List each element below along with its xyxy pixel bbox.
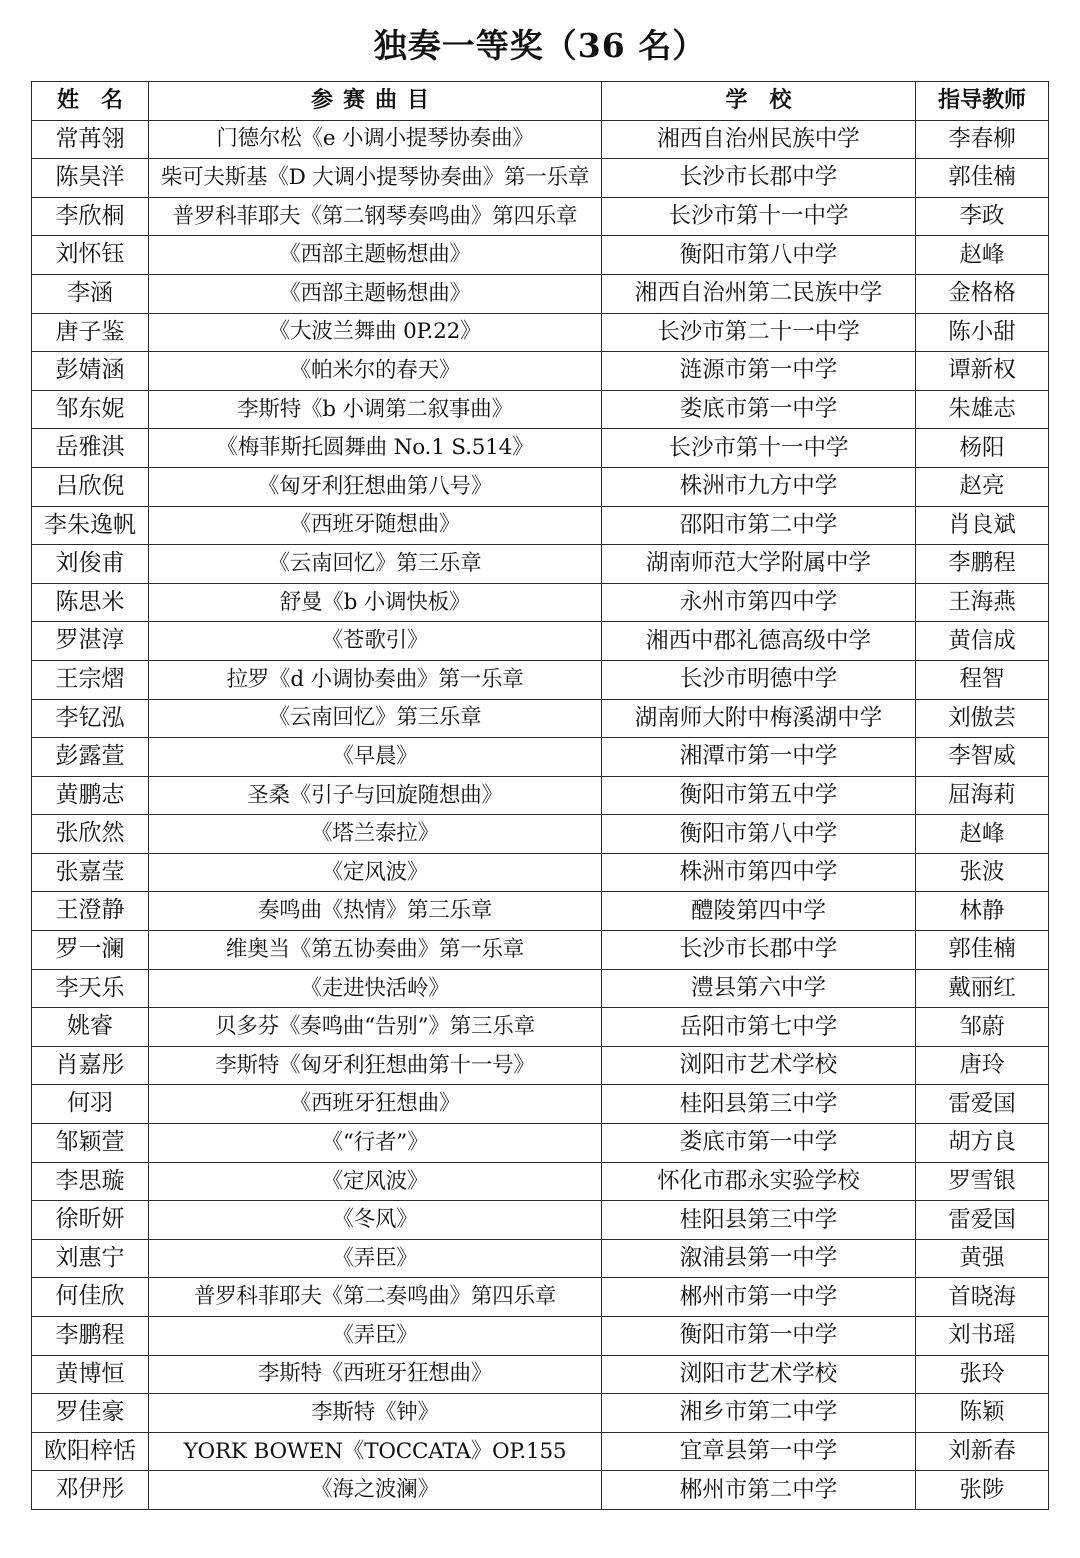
cell-teacher: 赵亮 (916, 467, 1049, 506)
cell-teacher: 陈小甜 (916, 313, 1049, 352)
cell-name: 李天乐 (32, 969, 149, 1008)
cell-name: 彭露萱 (32, 738, 149, 777)
cell-name: 刘俊甫 (32, 545, 149, 584)
cell-name: 罗一澜 (32, 931, 149, 970)
cell-teacher: 唐玲 (916, 1046, 1049, 1085)
cell-piece: 《大波兰舞曲 0P.22》 (149, 313, 602, 352)
cell-name: 李朱逸帆 (32, 506, 149, 545)
cell-piece: 门德尔松《e 小调小提琴协奏曲》 (149, 120, 602, 159)
cell-school: 湖南师大附中梅溪湖中学 (602, 699, 916, 738)
header-row (32, 82, 1049, 121)
cell-teacher: 林静 (916, 892, 1049, 931)
cell-school: 宜章县第一中学 (602, 1432, 916, 1471)
cell-school: 衡阳市第一中学 (602, 1317, 916, 1356)
cell-teacher: 陈颖 (916, 1394, 1049, 1433)
cell-school: 桂阳县第三中学 (602, 1201, 916, 1240)
cell-name: 罗湛淳 (32, 622, 149, 661)
table-row (32, 776, 1049, 815)
cell-school: 浏阳市艺术学校 (602, 1046, 916, 1085)
cell-piece: 普罗科菲耶夫《第二奏鸣曲》第四乐章 (149, 1278, 602, 1317)
cell-school: 娄底市第一中学 (602, 390, 916, 429)
cell-school: 涟源市第一中学 (602, 352, 916, 391)
table-row (32, 738, 1049, 777)
cell-school: 澧县第六中学 (602, 969, 916, 1008)
cell-piece: 舒曼《b 小调快板》 (149, 583, 602, 622)
cell-piece: 《梅菲斯托圆舞曲 No.1 S.514》 (149, 429, 602, 468)
cell-piece: 李斯特《b 小调第二叙事曲》 (149, 390, 602, 429)
table-row (32, 815, 1049, 854)
table-row (32, 1355, 1049, 1394)
header-name: 姓 名 (32, 82, 149, 121)
cell-school: 长沙市明德中学 (602, 660, 916, 699)
table-row (32, 236, 1049, 275)
page-title: 独奏一等奖（36 名） (373, 26, 707, 65)
cell-name: 李思璇 (32, 1162, 149, 1201)
cell-name: 张嘉莹 (32, 853, 149, 892)
table-row (32, 352, 1049, 391)
cell-piece: 圣桑《引子与回旋随想曲》 (149, 776, 602, 815)
cell-teacher: 李智威 (916, 738, 1049, 777)
cell-piece: 《西班牙随想曲》 (149, 506, 602, 545)
cell-teacher: 赵峰 (916, 815, 1049, 854)
table-row (32, 197, 1049, 236)
cell-name: 黄鹏志 (32, 776, 149, 815)
cell-name: 常苒翎 (32, 120, 149, 159)
cell-name: 刘怀钰 (32, 236, 149, 275)
table-row (32, 467, 1049, 506)
table-row (32, 1124, 1049, 1163)
cell-piece: 《云南回忆》第三乐章 (149, 699, 602, 738)
cell-piece: 维奥当《第五协奏曲》第一乐章 (149, 931, 602, 970)
cell-teacher: 李政 (916, 197, 1049, 236)
cell-teacher: 张波 (916, 853, 1049, 892)
table-row (32, 1317, 1049, 1356)
table-row (32, 1085, 1049, 1124)
cell-name: 彭婧涵 (32, 352, 149, 391)
cell-school: 娄底市第一中学 (602, 1124, 916, 1163)
table-row (32, 853, 1049, 892)
cell-school: 株洲市九方中学 (602, 467, 916, 506)
table-row (32, 699, 1049, 738)
table-row (32, 1394, 1049, 1433)
cell-school: 邵阳市第二中学 (602, 506, 916, 545)
cell-name: 罗佳豪 (32, 1394, 149, 1433)
cell-teacher: 谭新权 (916, 352, 1049, 391)
cell-school: 长沙市长郡中学 (602, 931, 916, 970)
cell-name: 王宗熠 (32, 660, 149, 699)
cell-name: 李钇泓 (32, 699, 149, 738)
cell-piece: 《早晨》 (149, 738, 602, 777)
table-row (32, 390, 1049, 429)
cell-school: 衡阳市第八中学 (602, 236, 916, 275)
table-row (32, 1432, 1049, 1471)
cell-name: 陈思米 (32, 583, 149, 622)
cell-name: 李涵 (32, 274, 149, 313)
cell-teacher: 王海燕 (916, 583, 1049, 622)
cell-name: 唐子鉴 (32, 313, 149, 352)
cell-piece: 《海之波澜》 (149, 1471, 602, 1510)
cell-name: 徐昕妍 (32, 1201, 149, 1240)
cell-name: 吕欣倪 (32, 467, 149, 506)
table-row (32, 583, 1049, 622)
cell-school: 怀化市郡永实验学校 (602, 1162, 916, 1201)
cell-teacher: 黄强 (916, 1239, 1049, 1278)
cell-teacher: 朱雄志 (916, 390, 1049, 429)
cell-teacher: 金格格 (916, 274, 1049, 313)
table-row (32, 429, 1049, 468)
cell-piece: 《帕米尔的春天》 (149, 352, 602, 391)
cell-teacher: 赵峰 (916, 236, 1049, 275)
cell-school: 长沙市长郡中学 (602, 159, 916, 198)
table-row (32, 1046, 1049, 1085)
cell-teacher: 戴丽红 (916, 969, 1049, 1008)
cell-piece: 普罗科菲耶夫《第二钢琴奏鸣曲》第四乐章 (149, 197, 602, 236)
cell-teacher: 首晓海 (916, 1278, 1049, 1317)
cell-teacher: 杨阳 (916, 429, 1049, 468)
cell-school: 醴陵第四中学 (602, 892, 916, 931)
cell-name: 欧阳梓恬 (32, 1432, 149, 1471)
table-row (32, 506, 1049, 545)
award-table (31, 81, 1049, 1510)
cell-piece: 李斯特《西班牙狂想曲》 (149, 1355, 602, 1394)
cell-name: 何佳欣 (32, 1278, 149, 1317)
table-row (32, 1201, 1049, 1240)
cell-piece: 拉罗《d 小调协奏曲》第一乐章 (149, 660, 602, 699)
cell-teacher: 黄信成 (916, 622, 1049, 661)
cell-school: 郴州市第二中学 (602, 1471, 916, 1510)
cell-school: 衡阳市第八中学 (602, 815, 916, 854)
cell-piece: 《定风波》 (149, 853, 602, 892)
cell-name: 邓伊彤 (32, 1471, 149, 1510)
table-row (32, 545, 1049, 584)
cell-piece: 《弄臣》 (149, 1239, 602, 1278)
cell-piece: 《西班牙狂想曲》 (149, 1085, 602, 1124)
table-row (32, 892, 1049, 931)
cell-school: 长沙市第二十一中学 (602, 313, 916, 352)
table-row (32, 1471, 1049, 1510)
cell-teacher: 胡方良 (916, 1124, 1049, 1163)
table-row (32, 622, 1049, 661)
cell-piece: 《“行者”》 (149, 1124, 602, 1163)
cell-name: 黄博恒 (32, 1355, 149, 1394)
cell-school: 株洲市第四中学 (602, 853, 916, 892)
table-row (32, 931, 1049, 970)
cell-school: 湘西自治州民族中学 (602, 120, 916, 159)
header-teacher: 指导教师 (916, 82, 1049, 121)
cell-teacher: 屈海莉 (916, 776, 1049, 815)
cell-piece: 《西部主题畅想曲》 (149, 274, 602, 313)
cell-piece: 《苍歌引》 (149, 622, 602, 661)
table-row (32, 159, 1049, 198)
cell-piece: 《塔兰泰拉》 (149, 815, 602, 854)
table-row (32, 969, 1049, 1008)
table-row (32, 1239, 1049, 1278)
cell-school: 桂阳县第三中学 (602, 1085, 916, 1124)
cell-school: 湘西自治州第二民族中学 (602, 274, 916, 313)
cell-school: 永州市第四中学 (602, 583, 916, 622)
cell-teacher: 刘新春 (916, 1432, 1049, 1471)
cell-name: 刘惠宁 (32, 1239, 149, 1278)
cell-school: 衡阳市第五中学 (602, 776, 916, 815)
cell-piece: YORK BOWEN《TOCCATA》OP.155 (149, 1432, 602, 1471)
table-row (32, 1278, 1049, 1317)
header-school: 学 校 (602, 82, 916, 121)
table-row (32, 313, 1049, 352)
cell-school: 浏阳市艺术学校 (602, 1355, 916, 1394)
cell-teacher: 郭佳楠 (916, 931, 1049, 970)
cell-school: 湖南师范大学附属中学 (602, 545, 916, 584)
table-row (32, 660, 1049, 699)
cell-teacher: 张陟 (916, 1471, 1049, 1510)
cell-name: 张欣然 (32, 815, 149, 854)
cell-teacher: 张玲 (916, 1355, 1049, 1394)
cell-name: 姚睿 (32, 1008, 149, 1047)
table-body (32, 120, 1049, 1509)
table-row (32, 1162, 1049, 1201)
cell-teacher: 雷爱国 (916, 1201, 1049, 1240)
cell-piece: 《定风波》 (149, 1162, 602, 1201)
cell-school: 岳阳市第七中学 (602, 1008, 916, 1047)
cell-piece: 柴可夫斯基《D 大调小提琴协奏曲》第一乐章 (149, 159, 602, 198)
cell-piece: 贝多芬《奏鸣曲“告别”》第三乐章 (149, 1008, 602, 1047)
cell-teacher: 李春柳 (916, 120, 1049, 159)
cell-school: 郴州市第一中学 (602, 1278, 916, 1317)
cell-school: 溆浦县第一中学 (602, 1239, 916, 1278)
cell-piece: 李斯特《钟》 (149, 1394, 602, 1433)
cell-teacher: 罗雪银 (916, 1162, 1049, 1201)
table-row (32, 120, 1049, 159)
cell-teacher: 雷爱国 (916, 1085, 1049, 1124)
cell-name: 邹东妮 (32, 390, 149, 429)
cell-piece: 李斯特《匈牙利狂想曲第十一号》 (149, 1046, 602, 1085)
cell-school: 湘西中郡礼德高级中学 (602, 622, 916, 661)
table-row (32, 1008, 1049, 1047)
cell-teacher: 李鹏程 (916, 545, 1049, 584)
cell-piece: 《匈牙利狂想曲第八号》 (149, 467, 602, 506)
cell-school: 湘乡市第二中学 (602, 1394, 916, 1433)
cell-piece: 奏鸣曲《热情》第三乐章 (149, 892, 602, 931)
cell-name: 王澄静 (32, 892, 149, 931)
cell-teacher: 程智 (916, 660, 1049, 699)
cell-teacher: 肖良斌 (916, 506, 1049, 545)
cell-piece: 《走进快活岭》 (149, 969, 602, 1008)
cell-teacher: 刘傲芸 (916, 699, 1049, 738)
cell-piece: 《弄臣》 (149, 1317, 602, 1356)
cell-school: 长沙市第十一中学 (602, 429, 916, 468)
table-header (32, 82, 1049, 121)
cell-piece: 《西部主题畅想曲》 (149, 236, 602, 275)
cell-teacher: 刘书瑶 (916, 1317, 1049, 1356)
cell-teacher: 邹蔚 (916, 1008, 1049, 1047)
cell-name: 岳雅淇 (32, 429, 149, 468)
cell-name: 陈昊洋 (32, 159, 149, 198)
cell-piece: 《云南回忆》第三乐章 (149, 545, 602, 584)
cell-teacher: 郭佳楠 (916, 159, 1049, 198)
cell-school: 湘潭市第一中学 (602, 738, 916, 777)
table-row (32, 274, 1049, 313)
cell-school: 长沙市第十一中学 (602, 197, 916, 236)
cell-name: 邹颖萱 (32, 1124, 149, 1163)
cell-name: 肖嘉彤 (32, 1046, 149, 1085)
header-piece: 参赛曲目 (149, 82, 602, 121)
cell-piece: 《冬风》 (149, 1201, 602, 1240)
cell-name: 何羽 (32, 1085, 149, 1124)
cell-name: 李欣桐 (32, 197, 149, 236)
cell-name: 李鹏程 (32, 1317, 149, 1356)
